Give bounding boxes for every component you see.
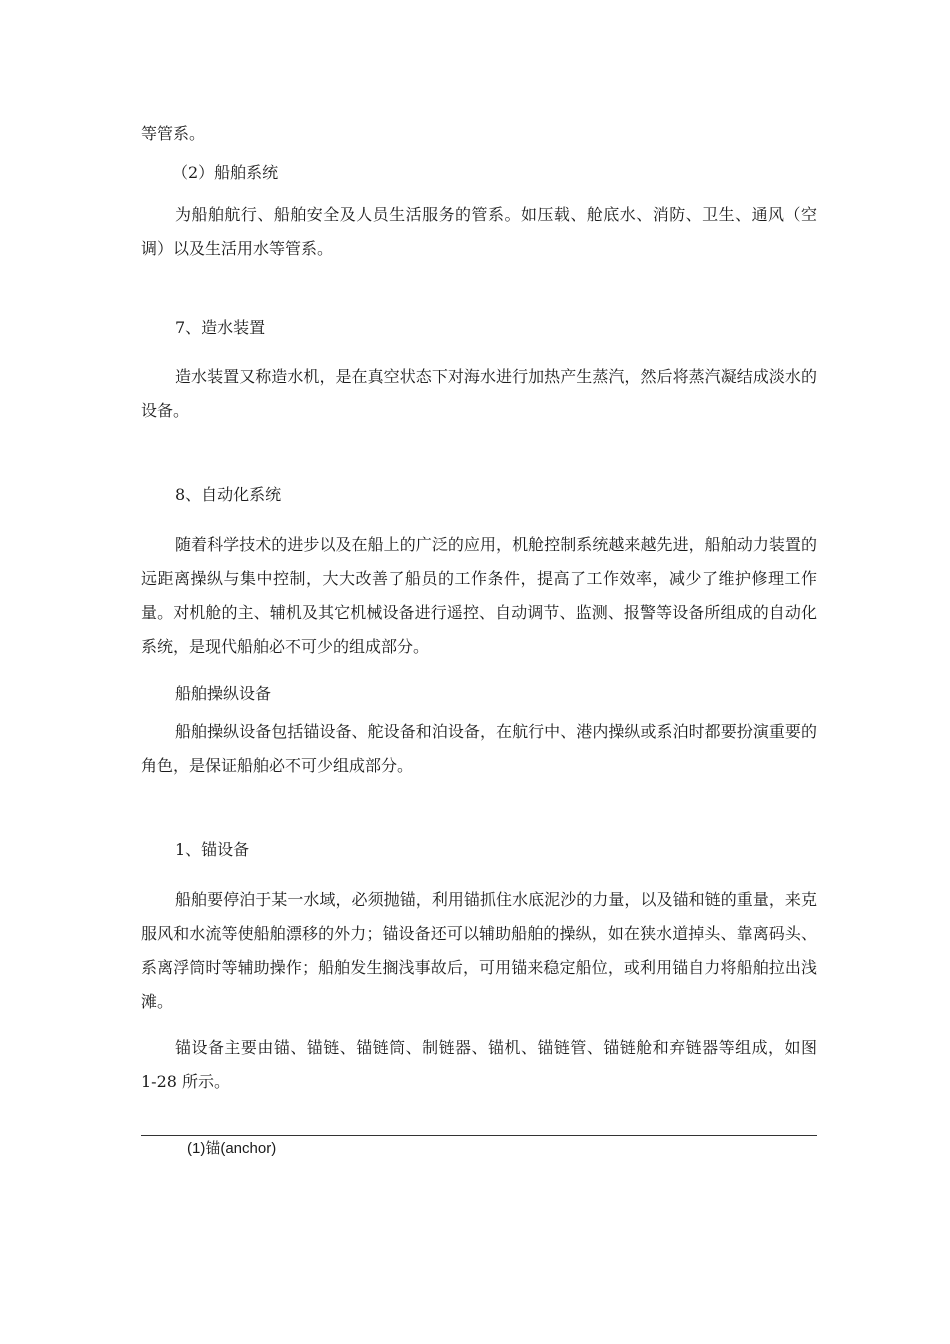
paragraph-automation: 随着科学技术的进步以及在船上的广泛的应用，机舱控制系统越来越先进，船舶动力装置的远距离操纵与集中控制，大大改善了船员的工作条件，提高了工作效率，减少了维护修理工作量。对机舱的主、辅机及其它机械设备进行遥控、自动调节、监测、报警等设备所组成的自动化系统，是现代船舶必不可少的组成部分。 <box>141 535 817 656</box>
paragraph-pipe-systems-end: 等管系。 <box>141 124 206 143</box>
paragraph-anchor-components: 锚设备主要由锚、锚链、锚链筒、制链器、锚机、锚链管、锚链舱和弃链器等组成，如图 1-28 所示。 <box>141 1038 817 1091</box>
subheading-anchor: (1)锚(anchor) <box>187 1140 277 1157</box>
heading-ship-system: （2）船舶系统 <box>172 163 279 182</box>
heading-maneuvering-equipment: 船舶操纵设备 <box>175 684 272 703</box>
paragraph-water-maker: 造水装置又称造水机，是在真空状态下对海水进行加热产生蒸汽，然后将蒸汽凝结成淡水的设备。 <box>141 367 817 420</box>
heading-anchor-equipment: 1、锚设备 <box>175 840 250 859</box>
paragraph-anchor-equipment: 船舶要停泊于某一水域，必须抛锚，利用锚抓住水底泥沙的力量，以及锚和链的重量，来克服风和水流等使船舶漂移的外力；锚设备还可以辅助船舶的操纵，如在狭水道掉头、靠离码头、系离浮筒时等辅助操作；船舶发生搁浅事故后，可用锚来稳定船位，或利用锚自力将船舶拉出浅滩。 <box>141 890 817 1011</box>
paragraph-ship-system: 为船舶航行、船舶安全及人员生活服务的管系。如压载、舱底水、消防、卫生、通风（空调）以及生活用水等管系。 <box>141 205 817 258</box>
heading-water-maker: 7、造水装置 <box>175 318 266 337</box>
paragraph-maneuvering-equipment: 船舶操纵设备包括锚设备、舵设备和泊设备，在航行中、港内操纵或系泊时都要扮演重要的角色，是保证船舶必不可少组成部分。 <box>141 722 817 775</box>
heading-automation: 8、自动化系统 <box>175 485 282 504</box>
